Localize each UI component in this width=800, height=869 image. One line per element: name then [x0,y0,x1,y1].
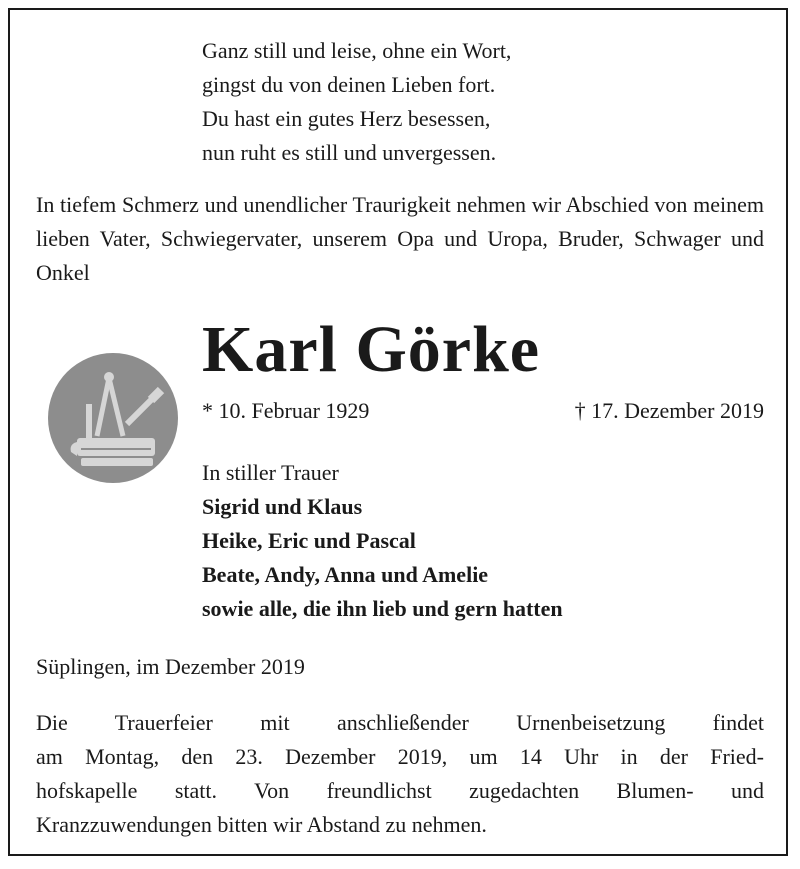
poem-line: Ganz still und leise, ohne ein Wort, [202,38,512,63]
mourners-list [202,456,563,626]
deceased-name: Karl Görke [202,313,541,386]
death-date: † 17. Dezember 2019 [574,398,764,423]
funeral-info-line: Die Trauerfeier mit anschließender Urnenbeisetzung findet [36,710,764,735]
obituary-notice [8,8,788,856]
intro-text: In tiefem Schmerz und unendlicher Traurigkeit nehmen wir Abschied von meinem lieben Vater, Schwiegervater, unserem Opa und Uropa, Bruder, Schwager und Onkel [36,192,764,285]
funeral-info [36,706,764,842]
poem-line: nun ruht es still und unvergessen. [202,140,497,165]
carpenter-tools-icon [47,352,179,484]
life-dates [202,395,764,427]
place-and-date: Süplingen, im Dezember 2019 [36,654,305,679]
mourner-entry: sowie alle, die ihn lieb und gern hatten [202,596,563,621]
poem-line: Du hast ein gutes Herz besessen, [202,106,491,131]
funeral-info-line: Kranzzuwendungen bitten wir Abstand zu nehmen. [36,812,487,837]
funeral-info-line: hofskapelle statt. Von freundlichst zugedachten Blumen- und [36,778,764,803]
mourner-entry: Beate, Andy, Anna und Amelie [202,562,489,587]
birth-date: * 10. Februar 1929 [202,398,370,423]
poem-line: gingst du von deinen Lieben fort. [202,72,496,97]
mourner-entry: Heike, Eric und Pascal [202,528,416,553]
funeral-info-line: am Montag, den 23. Dezember 2019, um 14 Uhr in der Fried- [36,744,764,769]
mourners-heading: In stiller Trauer [202,460,339,485]
mourner-entry: Sigrid und Klaus [202,494,363,519]
memorial-poem [202,34,511,170]
